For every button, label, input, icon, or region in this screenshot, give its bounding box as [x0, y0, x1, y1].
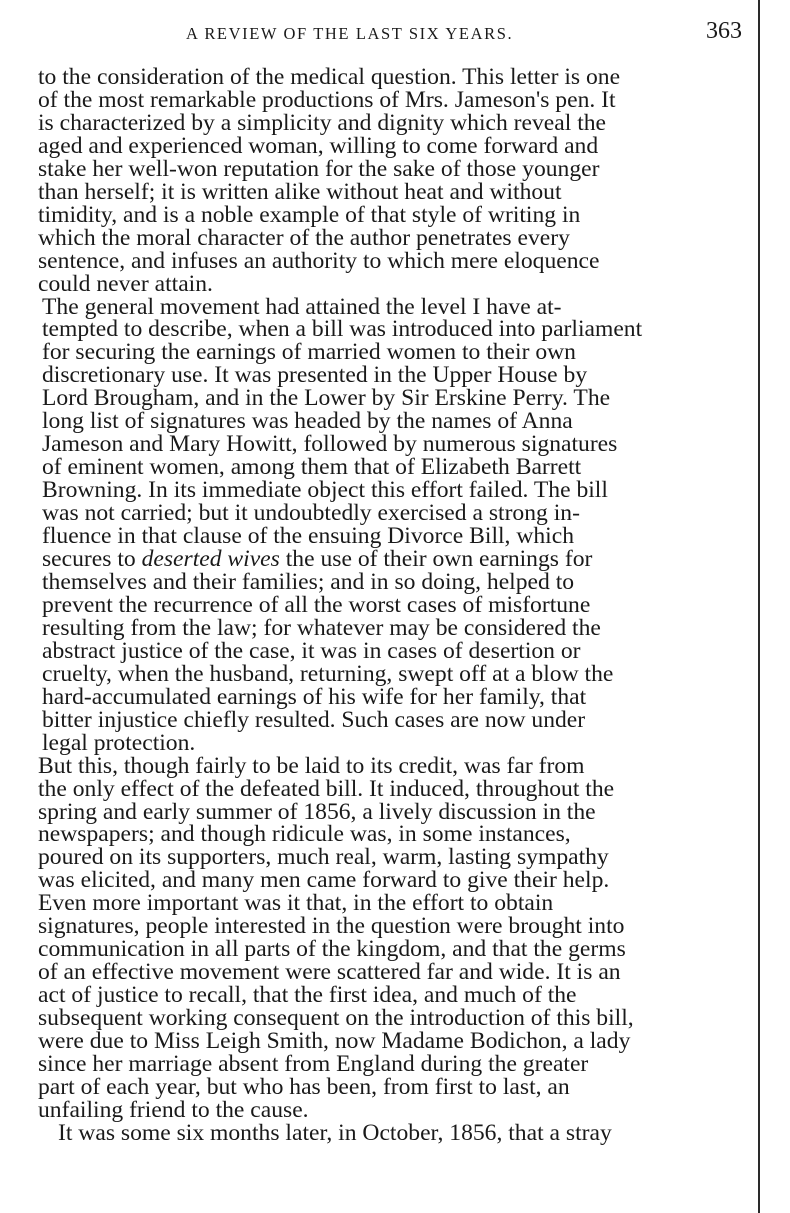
text-line: is characterized by a simplicity and dignity which reveal the [38, 109, 607, 136]
text-fragment: secures to [42, 546, 142, 573]
text-line: tempted to describe, when a bill was introduced into parliament [42, 316, 643, 343]
text-line: cruelty, when the husband, returning, swept off at a blow the [42, 660, 614, 687]
text-line: part of each year, but who has been, from first to last, an [38, 1073, 570, 1100]
text-line: resulting from the law; for whatever may be considered the [42, 614, 601, 641]
text-line: for securing the earnings of married women to their own [42, 339, 576, 366]
page-number: 363 [706, 18, 742, 44]
text-line: timidity, and is a noble example of that style of writing in [38, 201, 581, 228]
text-line: was not carried; but it undoubtedly exercised a strong in- [42, 500, 580, 527]
text-line-with-italic [36, 548, 742, 571]
running-head [36, 18, 742, 46]
text-line: stake her well-won reputation for the sake of those younger [38, 155, 600, 182]
text-line: fluence in that clause of the ensuing Divorce Bill, which [42, 523, 575, 550]
text-line: It was some six months later, in October, 1856, that a stray [58, 1119, 612, 1146]
text-line: subsequent working consequent on the introduction of this bill, [38, 1005, 634, 1032]
paragraph-october-1856 [36, 1119, 742, 1146]
text-line: Jameson and Mary Howitt, followed by numerous signatures [42, 431, 618, 458]
text-fragment: the use of their own earnings for [279, 546, 593, 573]
text-line: Even more important was it that, in the effort to obtain [38, 890, 554, 917]
text-line: act of justice to recall, that the first idea, and much of the [38, 982, 577, 1009]
text-line: could never attain. [38, 270, 213, 297]
text-line: But this, though fairly to be laid to its credit, was far from [38, 752, 585, 779]
text-line: spring and early summer of 1856, a lively discussion in the [38, 798, 596, 825]
text-line: sentence, and infuses an authority to which mere eloquence [38, 247, 600, 274]
body-text [36, 66, 742, 1145]
paragraph-continuation [36, 66, 742, 296]
text-line: poured on its supporters, much real, warm, lasting sympathy [38, 844, 609, 871]
text-line: of the most remarkable productions of Mrs. Jameson's pen. It [38, 86, 616, 113]
text-line: than herself; it is written alike without heat and without [38, 178, 562, 205]
text-line: was elicited, and many men came forward to give their help. [38, 867, 610, 894]
text-line: of eminent women, among them that of Elizabeth Barrett [42, 454, 582, 481]
text-line: discretionary use. It was presented in the Upper House by [42, 362, 588, 389]
text-line: unfailing friend to the cause. [38, 1096, 309, 1123]
text-line: were due to Miss Leigh Smith, now Madame Bodichon, a lady [38, 1028, 631, 1055]
text-line: bitter injustice chiefly resulted. Such cases are now under [42, 706, 586, 733]
text-line: legal protection. [42, 729, 196, 756]
text-line: abstract justice of the case, it was in cases of desertion or [42, 637, 581, 664]
text-line: Browning. In its immediate object this effort failed. The bill [42, 477, 608, 504]
text-line: communication in all parts of the kingdom, and that the germs [38, 936, 626, 963]
text-line: newspapers; and though ridicule was, in some instances, [38, 821, 571, 848]
running-title: A REVIEW OF THE LAST SIX YEARS. [186, 24, 514, 43]
text-line: to the consideration of the medical question. This letter is one [38, 64, 621, 90]
text-line: aged and experienced woman, willing to come forward and [38, 132, 599, 159]
text-line: Lord Brougham, and in the Lower by Sir Erskine Perry. The [42, 385, 611, 412]
text-line: since her marriage absent from England during the greater [38, 1050, 589, 1077]
text-line: prevent the recurrence of all the worst cases of misfortune [42, 591, 591, 618]
text-line: long list of signatures was headed by the names of Anna [42, 408, 573, 435]
text-line: of an effective movement were scattered far and wide. It is an [38, 959, 621, 986]
paragraph-married-womens-bill [36, 293, 742, 756]
text-line: which the moral character of the author penetrates every [38, 224, 570, 251]
paragraph-effects-of-bill [36, 752, 742, 1123]
italic-phrase: deserted wives [141, 546, 280, 573]
text-line: the only effect of the defeated bill. It induced, throughout the [38, 775, 615, 802]
text-line: The general movement had attained the level I have at- [42, 293, 562, 320]
text-line: signatures, people interested in the question were brought into [38, 913, 625, 940]
page-edge-rule [758, 0, 760, 1213]
text-line: hard-accumulated earnings of his wife for her family, that [42, 683, 587, 710]
text-line: themselves and their families; and in so doing, helped to [42, 568, 575, 595]
